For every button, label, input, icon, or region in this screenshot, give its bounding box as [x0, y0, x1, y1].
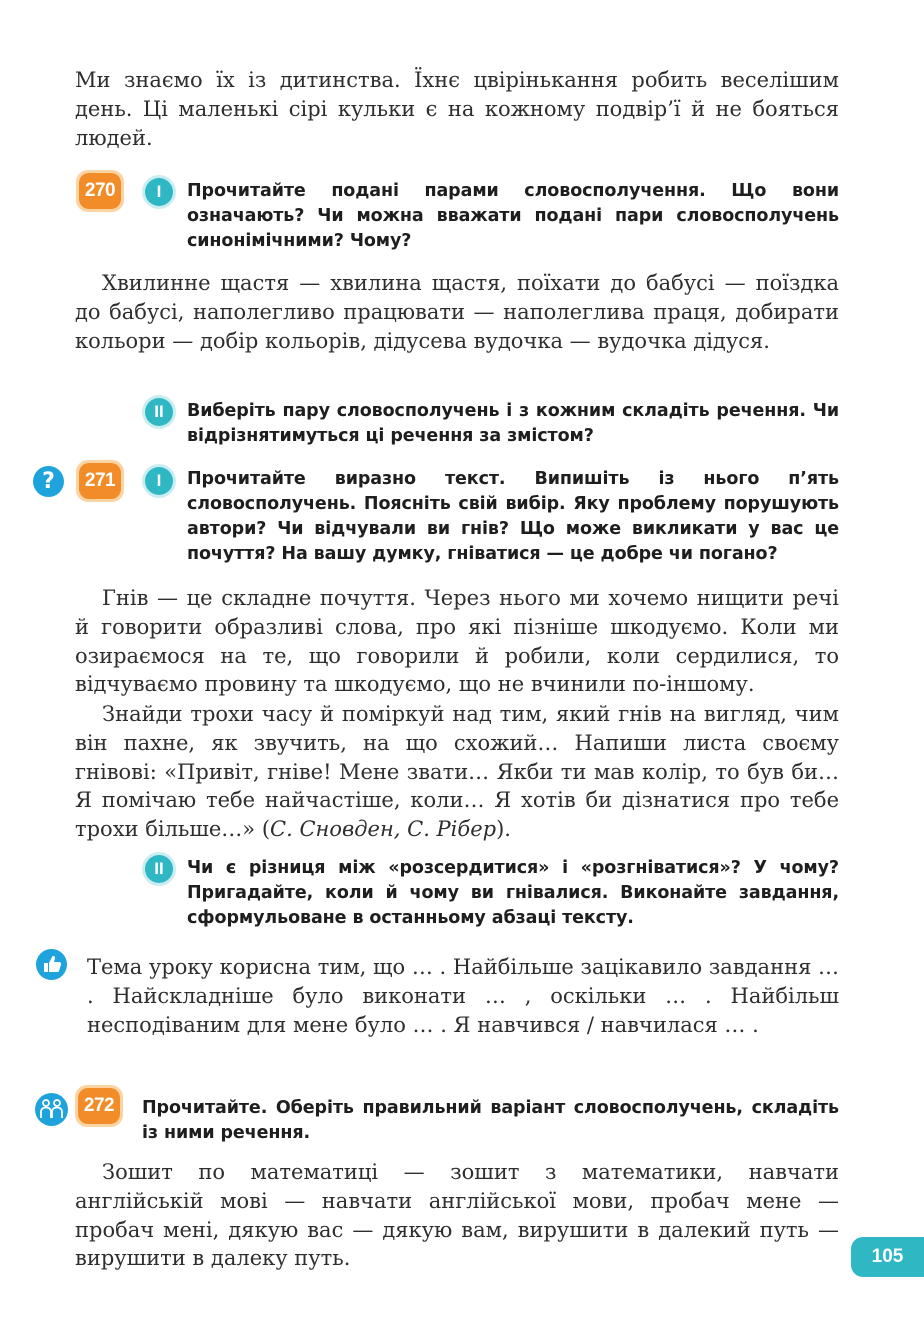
group-work-icon [35, 1093, 68, 1126]
paragraph-end: ). [496, 817, 511, 842]
exercise-number: 270 [79, 173, 121, 209]
exercise-270-task-2: Виберіть пару словосполучень і з кожним складіть речення. Чи відрізнятимуться ці речення за змістом? [187, 401, 839, 446]
exercise-number-badge [75, 1085, 123, 1127]
level-badge-1: I [145, 467, 173, 495]
exercise-272-task: Прочитайте. Оберіть правильний варіант словосполучень, складіть із ними речення. [142, 1098, 839, 1143]
exercise-number-badge [76, 170, 124, 212]
page-number: 105 [851, 1237, 924, 1277]
exercise-270-text: Хвилинне щастя — хвилина щастя, поїхати до бабусі — поїздка до бабусі, наполегливо працювати — наполеглива праця, добирати кольори — добір кольорів, дідусева вудочка — вудочка дідуся. [75, 271, 839, 353]
level-badge-1: I [145, 178, 173, 206]
exercise-270-task-1: Прочитайте подані парами словосполучення. Що вони означають? Чи можна вважати подані пари словосполучень синонімічними? Чому? [187, 181, 839, 251]
exercise-271-paragraph-2 [75, 700, 839, 844]
exercise-272-text: Зошит по математиці — зошит з математики, навчати англійській мові — навчати англійської мови, пробач мене — пробач мені, дякую вас — дякую вам, вирушити в далекий путь — вирушити в далеку путь. [75, 1160, 839, 1271]
thumbs-up-icon [36, 949, 67, 980]
exercise-271-task-2: Чи є різниця між «розсердитися» і «розгніватися»? У чому? Пригадайте, коли й чому ви гнівалися. Виконайте завдання, сформульоване в останньому абзаці тексту. [187, 858, 839, 928]
exercise-271-paragraph-1: Гнів — це складне почуття. Через нього ми хочемо нищити речі й говорити образливі слова, про які пізніше шкодуємо. Коли ми озираємося на те, що говорили й робили, коли сердилися, то відчуваємо провину та шкодуємо, що не вчинили по-іншому. [75, 586, 839, 697]
authors: С. Сновден, С. Рібер [270, 817, 497, 842]
exercise-number: 272 [78, 1088, 120, 1124]
level-badge-2: II [145, 855, 173, 883]
exercise-number-badge [76, 460, 124, 502]
paragraph-text: Знайди трохи часу й поміркуй над тим, який гнів на вигляд, чим він пахне, як звучить, на що схожий… Напиши листа своєму гнівові: «Привіт, гніве! Мене звати… Якби ти мав колір, то був би… Я помічаю тебе найчастіше, коли… Я хотів би дізнатися про тебе трохи більше…» ( [75, 702, 839, 842]
exercise-271-task-1: Прочитайте виразно текст. Випишіть із нього п’ять словосполучень. Поясніть свій вибір. Яку проблему порушують автори? Чи відчували ви гнів? Що може викликати у вас це почуття? На вашу думку, гніватися — це добре чи погано? [187, 469, 839, 564]
reflection-text: Тема уроку корисна тим, що … . Найбільше зацікавило завдання … . Найскладніше було виконати … , оскільки … . Найбільш несподіваним для мене було … . Я навчився / навчилася … . [87, 955, 839, 1037]
level-badge-2: II [145, 398, 173, 426]
exercise-number: 271 [79, 463, 121, 499]
intro-paragraph: Ми знаємо їх із дитинства. Їхнє цвірінькання робить веселішим день. Ці маленькі сірі кульки є на кожному подвір’ї й не бояться людей. [75, 68, 839, 150]
question-icon: ? [33, 466, 64, 497]
